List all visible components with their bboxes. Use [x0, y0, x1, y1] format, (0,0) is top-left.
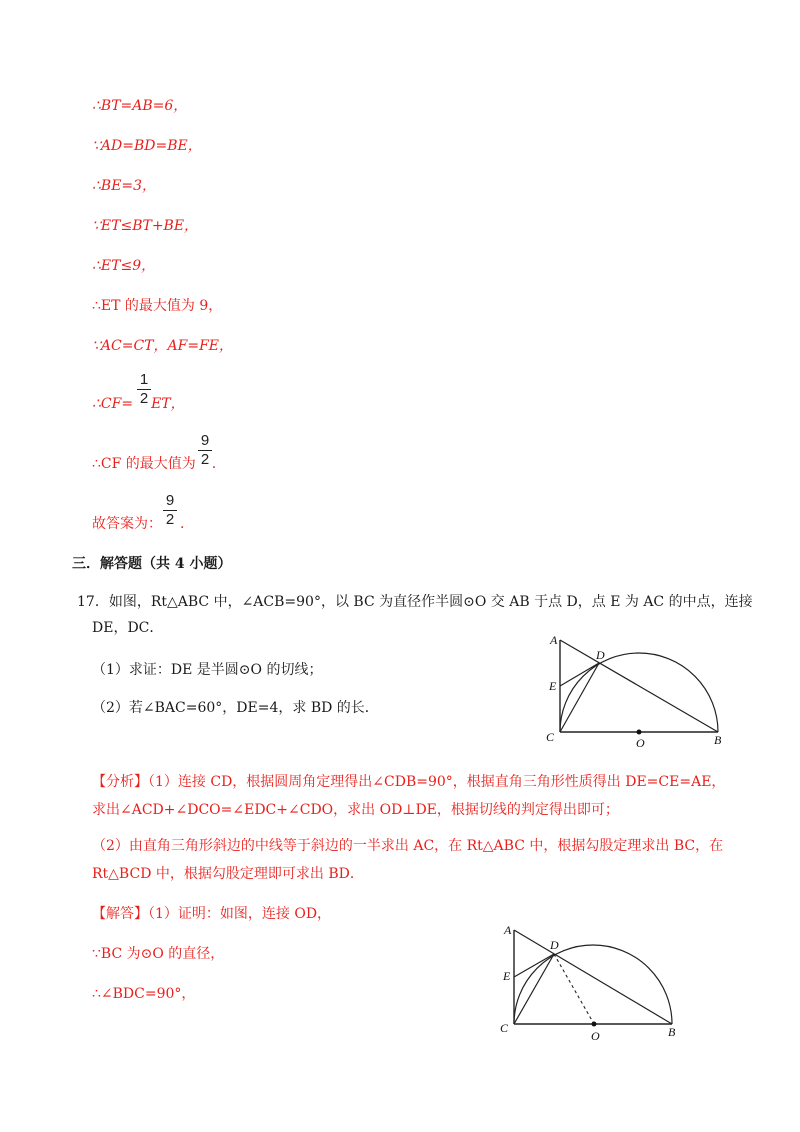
section-title: 三．解答题（共 4 小题）	[72, 556, 232, 572]
solution-line-1: ∴BT=AB=6，	[92, 98, 188, 114]
semicircle-arc	[560, 653, 718, 732]
label-o: O	[591, 1029, 600, 1043]
label-d: D	[596, 648, 605, 662]
fraction-nine-half-2	[163, 493, 177, 528]
solution-line-5: ∴ET≤9，	[92, 258, 156, 274]
solution-line-3: ∴BE=3，	[92, 178, 157, 194]
center-point-o	[637, 730, 642, 735]
semicircle-arc	[514, 945, 672, 1024]
segment-ab	[514, 930, 672, 1024]
geometry-figure-2	[494, 916, 690, 1046]
label-a: A	[504, 923, 512, 937]
line8-suffix: ET，	[151, 396, 185, 412]
fraction-nine-half-1	[198, 433, 212, 468]
solution-line-6: ∴ET 的最大值为 9，	[92, 298, 223, 314]
analysis-line-1: 【分析】（1）连接 CD，根据圆周角定理得出∠CDB=90°，根据直角三角形性质得出 DE=CE=AE，	[92, 774, 726, 790]
fraction-numerator: 1	[139, 371, 149, 388]
line10-prefix: 故答案为：	[92, 516, 162, 532]
segment-od-dashed	[554, 954, 594, 1024]
segment-cd	[560, 663, 599, 732]
label-c: C	[546, 730, 555, 744]
answer-line-3: ∴∠BDC=90°，	[92, 986, 196, 1002]
segment-cd	[514, 954, 554, 1024]
fraction-numerator: 9	[200, 432, 210, 449]
label-e: E	[549, 679, 557, 693]
label-o: O	[636, 736, 645, 750]
label-a: A	[550, 633, 558, 647]
problem-line-1: 17．如图，Rt△ABC 中，∠ACB=90°，以 BC 为直径作半圆⊙O 交 AB 于点 D，点 E 为 AC 的中点，连接	[77, 594, 753, 610]
line10-suffix: .	[180, 516, 185, 532]
line9-prefix: ∴CF 的最大值为	[92, 456, 196, 472]
solution-line-7: ∵AC=CT，AF=FE，	[92, 338, 233, 354]
fraction-one-half	[137, 372, 151, 407]
fraction-denominator: 2	[200, 451, 210, 468]
problem-line-2: DE，DC．	[92, 620, 164, 636]
problem-question-2: （2）若∠BAC=60°，DE=4，求 BD 的长．	[92, 700, 379, 716]
center-point-o	[592, 1022, 597, 1027]
answer-line-1: 【解答】（1）证明：如图，连接 OD，	[92, 906, 332, 922]
line9-suffix: .	[211, 456, 217, 472]
label-b: B	[714, 733, 722, 747]
fraction-denominator: 2	[165, 511, 175, 528]
label-c: C	[500, 1021, 509, 1035]
label-d: D	[550, 938, 559, 952]
solution-line-4: ∵ET≤BT+BE，	[92, 218, 199, 234]
problem-question-1: （1）求证：DE 是半圆⊙O 的切线；	[92, 662, 323, 678]
analysis-line-4: Rt△BCD 中，根据勾股定理即可求出 BD．	[92, 866, 364, 882]
label-b: B	[668, 1025, 676, 1039]
line8-prefix: ∴CF=	[92, 396, 134, 412]
fraction-numerator: 9	[165, 492, 175, 509]
fraction-denominator: 2	[139, 390, 149, 407]
geometry-figure-1	[540, 628, 740, 750]
label-e: E	[503, 969, 511, 983]
segment-ab	[560, 640, 718, 732]
analysis-line-2: 求出∠ACD+∠DCO=∠EDC+∠CDO，求出 OD⊥DE，根据切线的判定得出即可；	[92, 802, 619, 818]
solution-line-2: ∵AD=BD=BE，	[92, 138, 202, 154]
analysis-line-3: （2）由直角三角形斜边的中线等于斜边的一半求出 AC，在 Rt△ABC 中，根据勾股定理求出 BC，在	[92, 838, 724, 854]
answer-line-2: ∵BC 为⊙O 的直径，	[92, 946, 225, 962]
